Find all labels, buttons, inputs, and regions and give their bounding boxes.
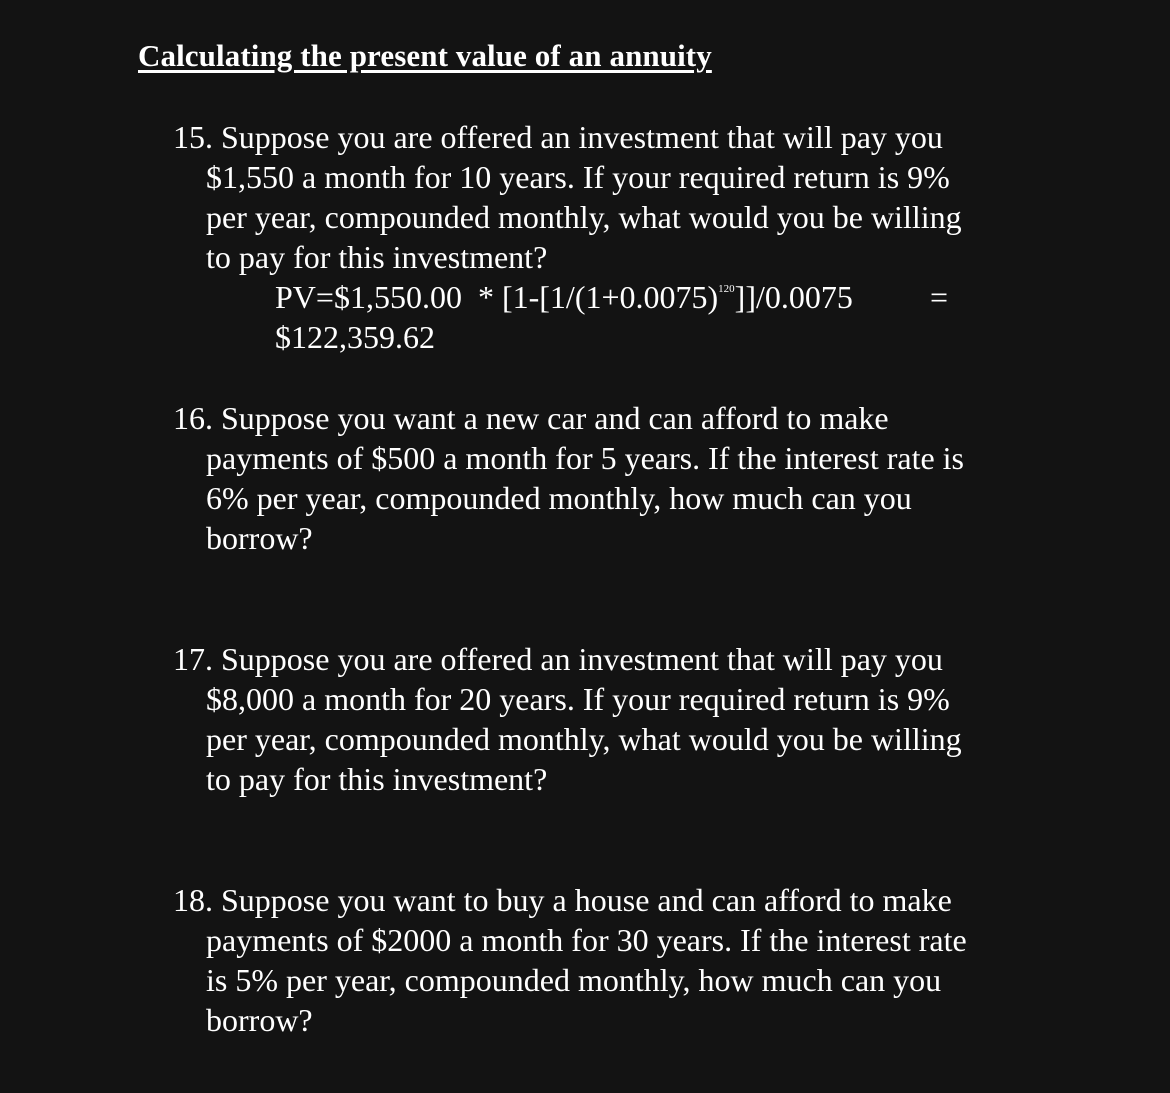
pv-formula-prefix: PV=$1,550.00 * [1-[1/(1+0.0075) [275, 279, 719, 315]
question-18-line-1: 18. Suppose you want to buy a house and can afford to make [173, 882, 952, 918]
question-15-line-2: $1,550 a month for 10 years. If your required return is 9% [206, 159, 950, 195]
pv-formula [275, 277, 853, 317]
question-18-line-4: borrow? [206, 1002, 313, 1038]
question-15-line-1: 15. Suppose you are offered an investment that will pay you [173, 119, 943, 155]
question-15-line-3: per year, compounded monthly, what would you be willing [206, 199, 962, 235]
question-15-line-4: to pay for this investment? [206, 239, 548, 275]
question-16-line-1: 16. Suppose you want a new car and can afford to make [173, 400, 889, 436]
question-16-line-3: 6% per year, compounded monthly, how much can you [206, 480, 912, 516]
question-18-line-2: payments of $2000 a month for 30 years. If the interest rate [206, 922, 967, 958]
question-17-line-1: 17. Suppose you are offered an investment that will pay you [173, 641, 943, 677]
question-17-line-4: to pay for this investment? [206, 761, 548, 797]
pv-equals-sign: = [930, 279, 949, 315]
question-17-line-2: $8,000 a month for 20 years. If your required return is 9% [206, 681, 950, 717]
question-16-line-2: payments of $500 a month for 5 years. If the interest rate is [206, 440, 964, 476]
question-16-line-4: borrow? [206, 520, 313, 556]
question-18-line-3: is 5% per year, compounded monthly, how much can you [206, 962, 942, 998]
page-title: Calculating the present value of an annuity [138, 38, 712, 73]
pv-result: $122,359.62 [275, 319, 435, 355]
pv-formula-exponent: 120 [718, 283, 735, 295]
pv-formula-suffix: ]]/0.0075 [734, 279, 853, 315]
question-17-line-3: per year, compounded monthly, what would you be willing [206, 721, 962, 757]
